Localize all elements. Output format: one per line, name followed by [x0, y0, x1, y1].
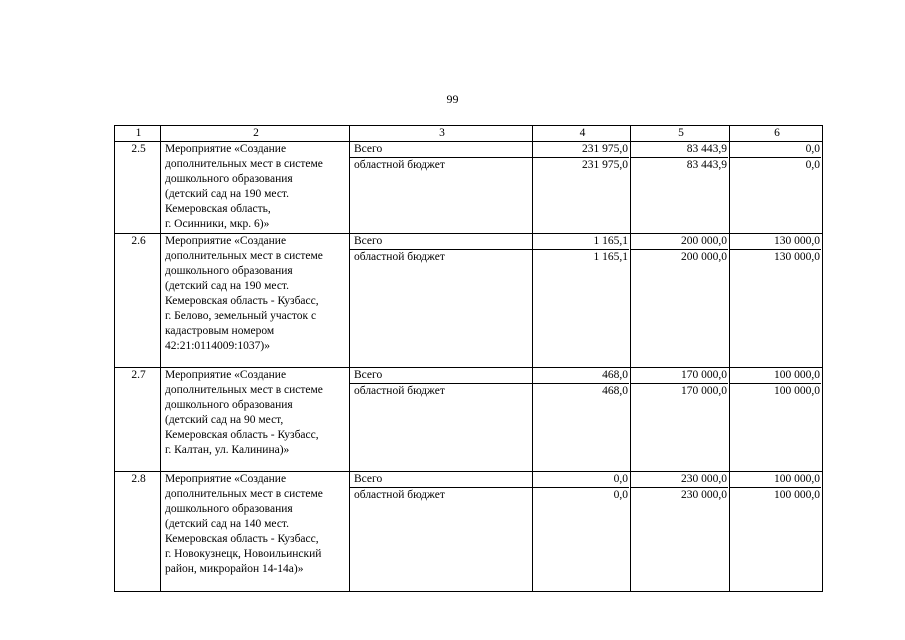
description-line: дополнительных мест в системе — [165, 158, 323, 170]
amount-total: 200 000,0 — [631, 234, 728, 250]
description-line: Мероприятие «Создание — [165, 369, 287, 381]
amount-total: 170 000,0 — [631, 368, 728, 384]
amount-total: 100 000,0 — [730, 368, 821, 384]
event-description — [161, 368, 350, 472]
column-header: 6 — [730, 126, 823, 142]
amount-col4-cell — [533, 234, 631, 368]
description-line: дополнительных мест в системе — [165, 488, 323, 500]
description-line: Кемеровская область - Кузбасс, — [165, 533, 319, 545]
amount-regional: 0,0 — [805, 159, 820, 171]
description-line: (детский сад на 140 мест. — [165, 518, 289, 530]
row-number: 2.6 — [115, 234, 161, 368]
table-row — [115, 234, 823, 368]
description-line: район, микрорайон 14-14а)» — [165, 563, 304, 575]
budget-table — [114, 125, 823, 592]
amount-col4-cell — [533, 472, 631, 592]
description-line: Мероприятие «Создание — [165, 473, 287, 485]
description-line: г. Новокузнецк, Новоильинский — [165, 548, 322, 560]
amount-regional: 200 000,0 — [681, 251, 727, 263]
description-line: 42:21:0114009:1037)» — [165, 340, 270, 352]
funding-source-regional: областной бюджет — [354, 385, 445, 397]
amount-regional: 230 000,0 — [681, 489, 727, 501]
funding-source-total: Всего — [350, 472, 532, 488]
amount-col4-cell — [533, 368, 631, 472]
description-line: Мероприятие «Создание — [165, 143, 287, 155]
row-number: 2.5 — [115, 142, 161, 234]
amount-total: 83 443,9 — [631, 142, 728, 158]
description-line: (детский сад на 190 мест. — [165, 280, 289, 292]
amount-regional: 170 000,0 — [681, 385, 727, 397]
amount-regional: 231 975,0 — [582, 159, 628, 171]
amount-col5-cell — [631, 472, 730, 592]
amount-regional: 100 000,0 — [774, 385, 820, 397]
description-line: г. Осинники, мкр. 6)» — [165, 218, 270, 230]
description-line: дополнительных мест в системе — [165, 250, 323, 262]
funding-source-cell — [350, 142, 533, 234]
description-line: кадастровым номером — [165, 325, 275, 337]
table-header-row — [115, 126, 823, 142]
funding-source-cell — [350, 472, 533, 592]
amount-total: 0,0 — [533, 472, 629, 488]
column-header: 2 — [161, 126, 350, 142]
amount-col6-cell — [730, 234, 823, 368]
column-header: 1 — [115, 126, 161, 142]
amount-regional: 468,0 — [602, 385, 628, 397]
description-line: (детский сад на 190 мест. — [165, 188, 289, 200]
amount-total: 0,0 — [730, 142, 821, 158]
description-line: Кемеровская область - Кузбасс, — [165, 429, 319, 441]
column-header: 4 — [533, 126, 631, 142]
funding-source-total: Всего — [350, 234, 532, 250]
funding-source-cell — [350, 234, 533, 368]
funding-source-regional: областной бюджет — [354, 251, 445, 263]
funding-source-total: Всего — [350, 142, 532, 158]
page-number: 99 — [446, 92, 459, 106]
event-description — [161, 472, 350, 592]
table-row — [115, 142, 823, 234]
amount-regional: 83 443,9 — [686, 159, 727, 171]
amount-regional: 130 000,0 — [774, 251, 820, 263]
amount-regional: 100 000,0 — [774, 489, 820, 501]
description-line: г. Калтан, ул. Калинина)» — [165, 444, 290, 456]
amount-total: 100 000,0 — [730, 472, 821, 488]
amount-col6-cell — [730, 142, 823, 234]
table-row — [115, 472, 823, 592]
description-line: Мероприятие «Создание — [165, 235, 287, 247]
amount-col5-cell — [631, 234, 730, 368]
amount-total: 130 000,0 — [730, 234, 821, 250]
funding-source-regional: областной бюджет — [354, 489, 445, 501]
funding-source-regional: областной бюджет — [354, 159, 445, 171]
amount-regional: 0,0 — [613, 489, 628, 501]
row-number: 2.8 — [115, 472, 161, 592]
amount-regional: 1 165,1 — [593, 251, 628, 263]
amount-total: 231 975,0 — [533, 142, 629, 158]
event-description — [161, 234, 350, 368]
amount-col5-cell — [631, 368, 730, 472]
description-line: дошкольного образования — [165, 173, 293, 185]
funding-source-cell — [350, 368, 533, 472]
column-header: 3 — [350, 126, 533, 142]
table-row — [115, 368, 823, 472]
description-line: дошкольного образования — [165, 399, 293, 411]
funding-source-total: Всего — [350, 368, 532, 384]
description-line: дошкольного образования — [165, 265, 293, 277]
row-number: 2.7 — [115, 368, 161, 472]
description-line: Кемеровская область, — [165, 203, 271, 215]
description-line: г. Белово, земельный участок с — [165, 310, 317, 322]
description-line: дополнительных мест в системе — [165, 384, 323, 396]
description-line: дошкольного образования — [165, 503, 293, 515]
amount-total: 230 000,0 — [631, 472, 728, 488]
description-line: (детский сад на 90 мест, — [165, 414, 284, 426]
amount-col4-cell — [533, 142, 631, 234]
event-description — [161, 142, 350, 234]
amount-col6-cell — [730, 368, 823, 472]
description-line: Кемеровская область - Кузбасс, — [165, 295, 319, 307]
amount-col6-cell — [730, 472, 823, 592]
column-header: 5 — [631, 126, 730, 142]
amount-total: 1 165,1 — [533, 234, 629, 250]
amount-total: 468,0 — [533, 368, 629, 384]
amount-col5-cell — [631, 142, 730, 234]
